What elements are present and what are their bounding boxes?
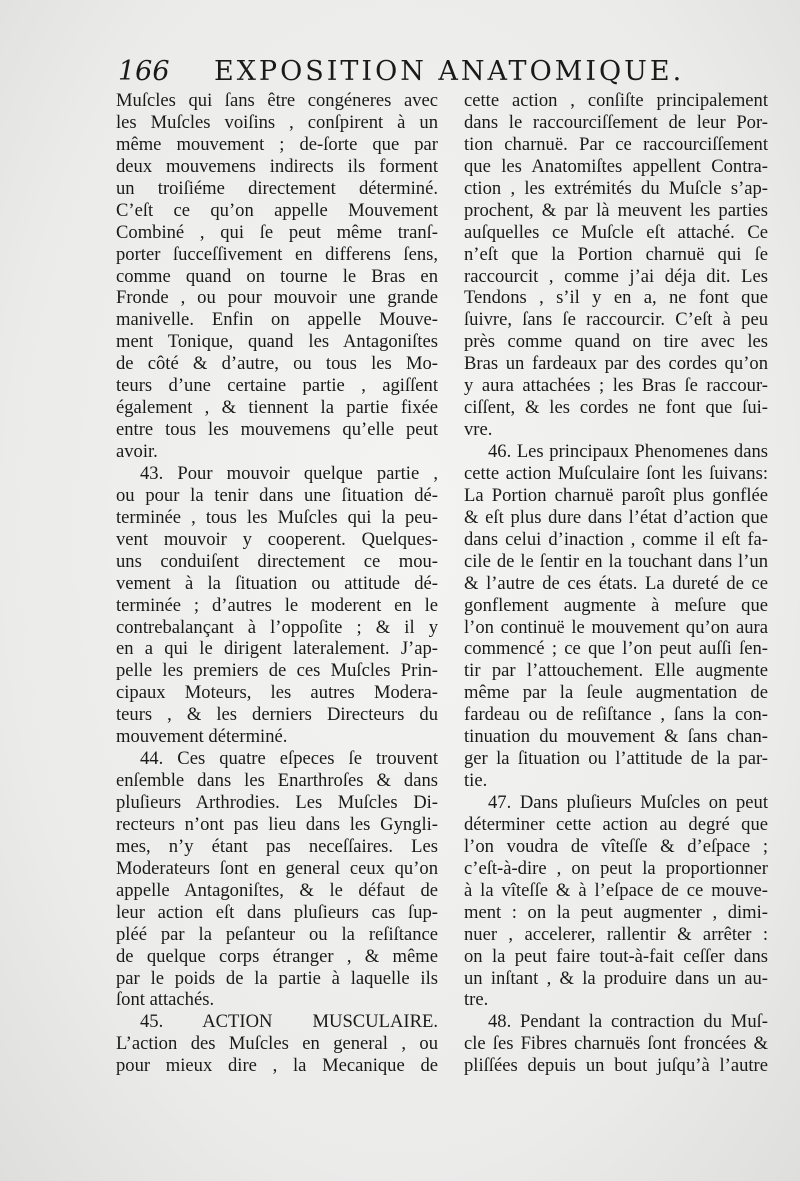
text-line: ment Tonique, quand les Antagoniſtes xyxy=(116,331,438,353)
text-line: que les Anatomiſtes appellent Contra- xyxy=(464,155,768,177)
text-line: vent mouvoir y cooperent. Quelques- xyxy=(116,528,438,550)
text-line: & l’autre de ces états. La dureté de ce xyxy=(464,572,768,594)
text-line: mouvement déterminé. xyxy=(116,726,288,748)
text-line: vre. xyxy=(464,419,493,441)
text-line: on la peut faire tout-à-fait ceſſer dans xyxy=(464,945,768,967)
text-line: tre. xyxy=(464,989,489,1011)
text-line: ciſſent, & les cordes ne font que ſui- xyxy=(464,397,768,419)
text-line: même par la ſeule augmentation de xyxy=(464,682,768,704)
text-line: recteurs n’ont pas lieu dans les Gyngli- xyxy=(116,813,438,835)
text-line: Moderateurs ſont en general ceux qu’on xyxy=(116,857,438,879)
text-line: tir par l’attouchement. Elle augmente xyxy=(464,660,768,682)
text-line: deux mouvemens indirects ils forment xyxy=(116,155,438,177)
text-line: comme quand on tourne le Bras en xyxy=(116,265,438,287)
text-line: à la vîteſſe & à l’eſpace de ce mouve- xyxy=(464,879,768,901)
text-line: 43. Pour mouvoir quelque partie , xyxy=(140,462,438,484)
text-line: de côté & d’autre, ou tous les Mo- xyxy=(116,353,438,375)
text-line: appelle Antagoniſtes, & le défaut de xyxy=(116,879,438,901)
text-line: n’eſt que la Portion charnuë qui ſe xyxy=(464,243,768,265)
text-line: près comme quand on tire avec les xyxy=(464,331,768,353)
text-line: pluſieurs Arthrodies. Les Muſcles Di- xyxy=(116,792,438,813)
text-line: commencé ; ce que l’on peut auſſi ſen- xyxy=(464,638,768,660)
text-line: & eſt plus dure dans l’état d’action que xyxy=(464,506,768,528)
text-line: c’eſt-à-dire , on peut la proportionner xyxy=(464,857,768,879)
text-line: par le poids de la partie à laquelle ils xyxy=(116,967,438,989)
text-line: enſemble dans les Enarthroſes & dans xyxy=(116,770,438,792)
text-line: dans le raccourciſſement de leur Por- xyxy=(464,111,768,133)
text-line: Tendons , s’il y en a, ne font que xyxy=(464,287,768,309)
text-line: 44. Ces quatre eſpeces ſe trouvent xyxy=(140,748,438,770)
text-line: raccourcit , comme j’ai déja dit. Les xyxy=(464,265,768,287)
text-line: pléé par la peſanteur ou la reſiſtance xyxy=(116,923,438,945)
text-line: 46. Les principaux Phenomenes dans xyxy=(488,441,768,462)
text-line: porter ſucceſſivement en differens ſens, xyxy=(116,243,438,265)
left-text-column xyxy=(116,90,438,1077)
text-line: l’on continuë le mouvement qu’on aura xyxy=(464,616,768,638)
text-line: leur action eſt dans pluſieurs cas ſup- xyxy=(116,901,438,923)
text-line: tion charnuë. Par ce raccourciſſement xyxy=(464,133,768,155)
text-line: contrebalançant à l’oppoſite ; & il y xyxy=(116,616,438,638)
text-line: un troiſiéme directement déterminé. xyxy=(116,177,438,199)
text-line: terminée , tous les Muſcles qui la peu- xyxy=(116,506,438,528)
text-line: Combiné , qui ſe peut même tranſ- xyxy=(116,221,438,243)
running-title: EXPOSITION ANATOMIQUE. xyxy=(214,56,685,87)
text-line: fardeau ou de reſiſtance , ſans la con- xyxy=(464,704,768,726)
text-line: cile de le ſentir en la touchant dans l’un xyxy=(464,550,768,572)
text-line: pelle les premiers de ces Muſcles Prin- xyxy=(116,660,438,682)
text-line: cette action , conſiſte principalement xyxy=(464,90,768,111)
text-line: teurs , & les derniers Directeurs du xyxy=(116,704,438,726)
text-line: tinuation du mouvement & ſans chan- xyxy=(464,726,768,748)
text-line: Muſcles qui ſans être congéneres avec xyxy=(116,90,438,111)
text-line: terminée ; d’autres le moderent en le xyxy=(116,594,438,616)
text-line: ction , les extrémités du Muſcle s’ap- xyxy=(464,177,768,199)
text-line: nuer , accelerer, rallentir & arrêter : xyxy=(464,923,768,945)
text-line: cette action Muſculaire ſont les ſuivans: xyxy=(464,462,768,484)
text-line: gonflement augmente à meſure que xyxy=(464,594,768,616)
text-line: teurs d’une certaine partie , agiſſent xyxy=(116,375,438,397)
text-line: 47. Dans pluſieurs Muſcles on peut xyxy=(488,792,768,813)
right-text-column xyxy=(464,90,768,1077)
text-line: déterminer cette action au degré que xyxy=(464,813,768,835)
text-line: les Muſcles voiſins , conſpirent à un xyxy=(116,111,438,133)
text-line: y aura attachées ; les Bras ſe raccour- xyxy=(464,375,768,397)
text-line: mes, n’y étant pas neceſſaires. Les xyxy=(116,835,438,857)
text-line: pour mieux dire , la Mecanique de xyxy=(116,1055,438,1077)
text-line: cipaux Moteurs, les autres Modera- xyxy=(116,682,438,704)
text-line: ſuivre, ſans ſe raccourcir. C’eſt à peu xyxy=(464,309,768,331)
text-line: La Portion charnuë paroît plus gonflée xyxy=(464,484,768,506)
text-line: tie. xyxy=(464,770,488,792)
text-line: pliſſées depuis un bout juſqu’à l’autre xyxy=(464,1055,768,1077)
text-line: L’action des Muſcles en general , ou xyxy=(116,1033,438,1055)
text-line: uns conduiſent directement ce mou- xyxy=(116,550,438,572)
text-line: auſquelles ce Muſcle eſt attaché. Ce xyxy=(464,221,768,243)
text-line: l’on voudra de vîteſſe & d’eſpace ; xyxy=(464,835,768,857)
text-line: de quelque corps étranger , & même xyxy=(116,945,438,967)
page-number: 166 xyxy=(118,56,170,87)
text-line: ger la ſituation ou l’attitude de la par- xyxy=(464,748,768,770)
text-line: vement à la ſituation ou attitude dé- xyxy=(116,572,438,594)
text-line: 48. Pendant la contraction du Muſ- xyxy=(488,1011,768,1033)
text-line: dans celui d’inaction , comme il eſt fa- xyxy=(464,528,768,550)
text-line: également , & tiennent la partie fixée xyxy=(116,397,438,419)
text-line: entre tous les mouvemens qu’elle peut xyxy=(116,419,438,441)
text-line: ou pour la tenir dans une ſituation dé- xyxy=(116,484,438,506)
text-line: même mouvement ; de-ſorte que par xyxy=(116,133,438,155)
text-line: manivelle. Enfin on appelle Mouve- xyxy=(116,309,438,331)
text-line: avoir. xyxy=(116,441,158,462)
text-line: Fronde , ou pour mouvoir une grande xyxy=(116,287,438,309)
text-line: ment : on la peut augmenter , dimi- xyxy=(464,901,768,923)
text-line: C’eſt ce qu’on appelle Mouvement xyxy=(116,199,438,221)
text-line: en a qui le dirigent lateralement. J’ap- xyxy=(116,638,438,660)
text-line: un inſtant , & la produire dans un au- xyxy=(464,967,768,989)
text-line: Bras un fardeaux par des cordes qu’on xyxy=(464,353,768,375)
text-line: prochent, & par là meuvent les parties xyxy=(464,199,768,221)
text-line: 45. ACTION MUSCULAIRE. xyxy=(140,1011,438,1033)
text-line: cle ſes Fibres charnuës ſont froncées & xyxy=(464,1033,768,1055)
text-line: ſont attachés. xyxy=(116,989,215,1011)
running-header xyxy=(118,56,688,90)
